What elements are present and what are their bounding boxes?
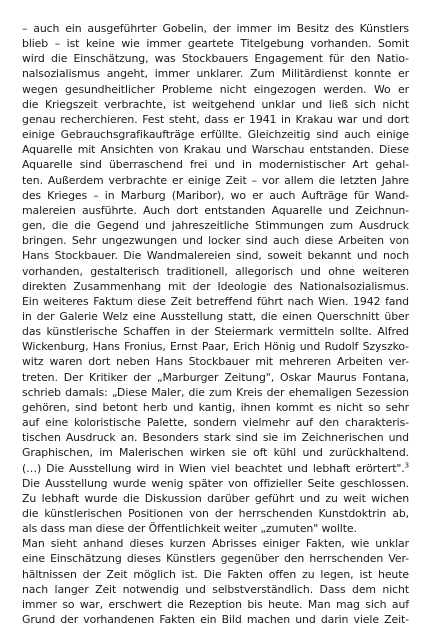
text-line (22, 36, 409, 51)
text-line (22, 339, 409, 354)
text-line (22, 582, 409, 597)
text-line-content: Aquarelle sind überraschend frei und in modernistischer Art gehal- (22, 158, 409, 172)
text-line-content: auf eine koloristische Palette, sondern vielmehr auf den charakteris- (22, 416, 409, 430)
text-line (22, 203, 409, 218)
text-line-content: die Kriegszeit verbrachte, ist weitgehend unklar und ließ sich nicht (22, 97, 409, 111)
text-line (22, 142, 409, 157)
text-line (22, 506, 409, 521)
text-line-content: wegen gesundheitlicher Probleme nicht eingezogen werden. Wo er (22, 82, 409, 96)
text-line-content: bringen. Sehr ungezwungen und locker sind auch diese Arbeiten von (22, 234, 409, 248)
text-line-content: einige Gebrauchsgrafikaufträge erfüllte. Gleichzeitig sind auch einige (22, 128, 409, 142)
text-line-content: gen, die die Gegend und jahreszeitliche Stimmungen zum Ausdruck (22, 219, 409, 233)
text-line (22, 294, 409, 309)
text-line (22, 400, 409, 415)
text-line (22, 551, 409, 566)
text-line-content: Die Ausstellung wurde wenig später von offizieller Seite geschlossen. (22, 476, 409, 490)
text-line-content: ten. Außerdem verbrachte er einige Zeit – vor allem die letzten Jahre (22, 173, 409, 187)
body-text (22, 21, 409, 627)
footnote-marker: 3 (404, 460, 409, 469)
text-line-content: genau recherchieren. Fest steht, dass er 1941 in Krakau war und dort (22, 112, 409, 126)
text-line-content: Grund der vorhandenen Fakten ein Bild machen und darin viele Zeit- (22, 613, 409, 627)
text-line-content: immer so war, erschwert die Rezeption bis heute. Man mag sich auf (22, 597, 409, 611)
text-line (22, 233, 409, 248)
text-line (22, 248, 409, 263)
text-line-content: tischen Ausdruck an. Besonders stark sind sie im Zeichnerischen und (22, 431, 409, 445)
text-line-content: direkten Zusammenhang mit der Ideologie des Nationalsozialismus. (22, 279, 409, 293)
text-line-content: Zu lebhaft wurde die Diskussion darüber geführt und zu weit wichen (22, 491, 409, 505)
text-line (22, 476, 409, 491)
text-line (22, 97, 409, 112)
text-line-content: als dass man diese der Öffentlichkeit weiter „zumuten" wollte. (22, 522, 357, 536)
text-line (22, 461, 409, 476)
text-line (22, 567, 409, 582)
text-line (22, 354, 409, 369)
text-line (22, 51, 409, 66)
text-line-content: Graphischen, im Malerischen wirken sie oft kühl und zurückhaltend. (22, 446, 409, 460)
text-line-content: wird die Einschätzung, was Stockbauers Engagement für den Natio- (22, 52, 409, 66)
text-line-content: hältnissen der Zeit möglich ist. Die Fakten offen zu legen, ist heute (22, 567, 409, 581)
text-line (22, 157, 409, 172)
text-line-content: nalsozialismus angeht, immer unklarer. Zum Militärdienst konnte er (22, 67, 409, 81)
text-line (22, 521, 409, 536)
text-line (22, 536, 409, 551)
text-line (22, 127, 409, 142)
text-line (22, 218, 409, 233)
text-line-content: nach langer Zeit notwendig und selbstverständlich. Dass dem nicht (22, 582, 409, 596)
text-line (22, 82, 409, 97)
text-line-content: des Krieges – in Marburg (Maribor), wo er auch Aufträge für Wand- (22, 188, 409, 202)
text-line (22, 370, 409, 385)
text-line-content: Ein weiteres Faktum diese Zeit betreffend führt nach Wien. 1942 fand (22, 294, 409, 308)
text-line-content: das künstlerische Schaffen in der Steiermark vermitteln sollte. Alfred (22, 325, 409, 339)
text-line-content: Man sieht anhand dieses kurzen Abrisses einiger Fakten, wie unklar (22, 537, 409, 551)
text-line-content: Wickenburg, Hans Fronius, Ernst Paar, Erich Hönig und Rudolf Szyszko- (22, 340, 409, 354)
text-line (22, 324, 409, 339)
text-line (22, 264, 409, 279)
text-line (22, 612, 409, 627)
text-line (22, 21, 409, 36)
text-line (22, 173, 409, 188)
text-line (22, 597, 409, 612)
text-line-content: blieb – ist keine wie immer geartete Titelgebung vorhanden. Somit (22, 37, 409, 51)
text-line (22, 445, 409, 460)
text-line-content: – auch ein ausgeführter Gobelin, der immer im Besitz des Künstlers (22, 22, 409, 35)
text-line (22, 415, 409, 430)
text-line (22, 309, 409, 324)
text-line (22, 112, 409, 127)
text-line-content: Hans Stockbauer. Die Wandmalereien sind, soweit bekannt und noch (22, 249, 409, 263)
text-line-content: (…) Die Ausstellung wird in Wien viel beachtet und lebhaft erörtert". (22, 461, 405, 475)
text-line-content: gehören, sind betont herb und kantig, ihnen kommt es nicht so sehr (22, 400, 409, 414)
text-line-content: Aquarelle mit Ansichten von Krakau und Warschau entstanden. Diese (22, 143, 409, 157)
text-line-content: malereien ausführte. Auch dort entstanden Aquarelle und Zeichnun- (22, 203, 409, 217)
text-line (22, 188, 409, 203)
text-line (22, 385, 409, 400)
text-line-content: in der Galerie Welz eine Ausstellung statt, die einen Querschnitt über (22, 309, 409, 323)
text-line (22, 66, 409, 81)
text-line-content: die künstlerischen Positionen von der herrschenden Kunstdoktrin ab, (22, 507, 409, 520)
text-line (22, 279, 409, 294)
text-line-content: vorhanden, gestalterisch traditionell, allegorisch und ohne weiteren (22, 264, 409, 278)
text-line-content: treten. Der Kritiker der „Marburger Zeitung", Oskar Maurus Fontana, (22, 370, 409, 384)
text-line-content: schrieb damals: „Diese Maler, die zum Kreis der ehemaligen Sezession (22, 385, 409, 399)
text-line-content: witz waren dort neben Hans Stockbauer mit mehreren Arbeiten ver- (22, 355, 409, 369)
text-line (22, 430, 409, 445)
text-line (22, 491, 409, 506)
text-line-content: eine Einschätzung dieses Künstlers gegenüber den herrschenden Ver- (22, 552, 409, 566)
